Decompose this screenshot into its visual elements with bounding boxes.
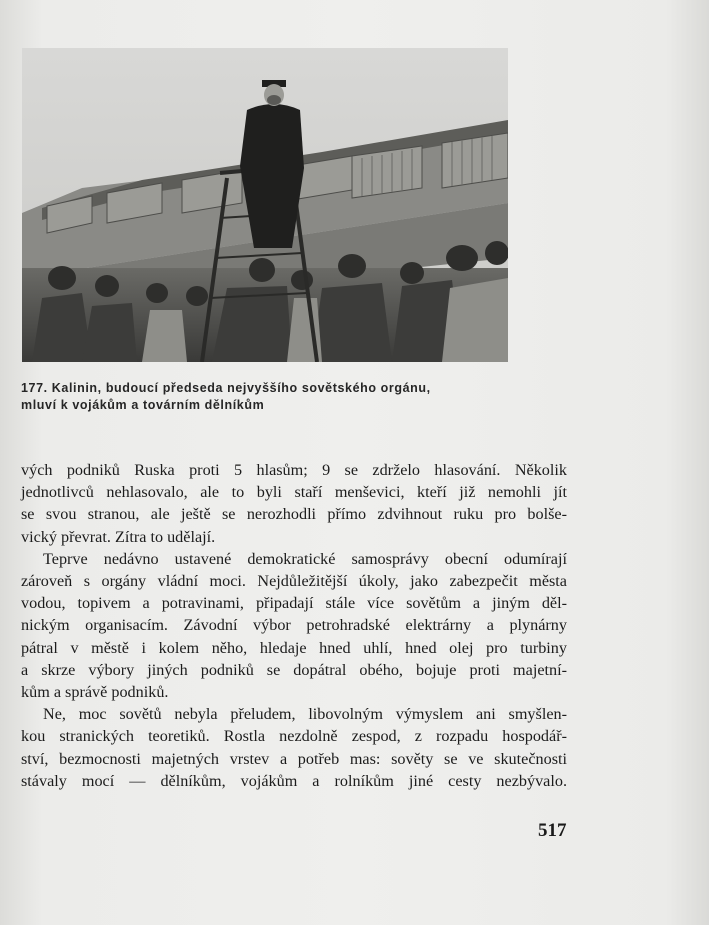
figure-caption (21, 380, 491, 414)
text-line: vický převrat. Zítra to udělají. (21, 527, 216, 546)
text-line: kou stranických teoretiků. Rostla nezdolně zespod, z rozpadu hospodář- (21, 727, 567, 746)
text-line: pátral v městě i kolem něho, hledaje hned uhlí, hned olej pro turbiny (21, 638, 567, 657)
historical-photograph (22, 48, 508, 362)
text-line: a skrze výbory jiných podniků se dopátral obého, bojuje proti majetní- (21, 660, 567, 679)
text-line: jednotlivců nehlasovalo, ale to byli staří menševici, kteří již nemohli jít (21, 483, 567, 502)
text-line: Teprve nedávno ustavené demokratické samosprávy obecní odumírají (43, 549, 567, 568)
page-number: 517 (538, 820, 567, 841)
text-line: Ne, moc sovětů nebyla přeludem, libovolným výmyslem ani smyšlen- (43, 705, 567, 724)
body-text (21, 459, 567, 792)
text-line: vodou, topivem a potravinami, připadají stále více sovětům a jiným děl- (21, 594, 567, 613)
text-line: zároveň s orgány vládní moci. Nejdůležitější úkoly, jako zabezpečit města (21, 572, 567, 591)
text-line: stávaly mocí — dělníkům, vojákům a rolníkům jiné cesty nezbývalo. (21, 771, 567, 790)
caption-line: 177. Kalinin, budoucí předseda nejvyššího sovětského orgánu, (21, 381, 431, 395)
text-line: se svou stranou, ale ještě se nerozhodli přímo zdvihnout ruku pro bolše- (21, 505, 567, 524)
text-line: kům a správě podniků. (21, 683, 169, 702)
photo-kalinin-speaking (22, 48, 508, 362)
text-line: ství, bezmocnosti majetných vrstev a potřeb mas: sověty se ve skutečnosti (21, 749, 567, 768)
caption-line: mluví k vojákům a továrním dělníkům (21, 398, 265, 412)
text-line: vých podniků Ruska proti 5 hlasům; 9 se zdrželo hlasování. Několik (21, 461, 567, 479)
text-line: nickým organisacím. Závodní výbor petrohradské elektrárny a plynárny (21, 616, 567, 635)
